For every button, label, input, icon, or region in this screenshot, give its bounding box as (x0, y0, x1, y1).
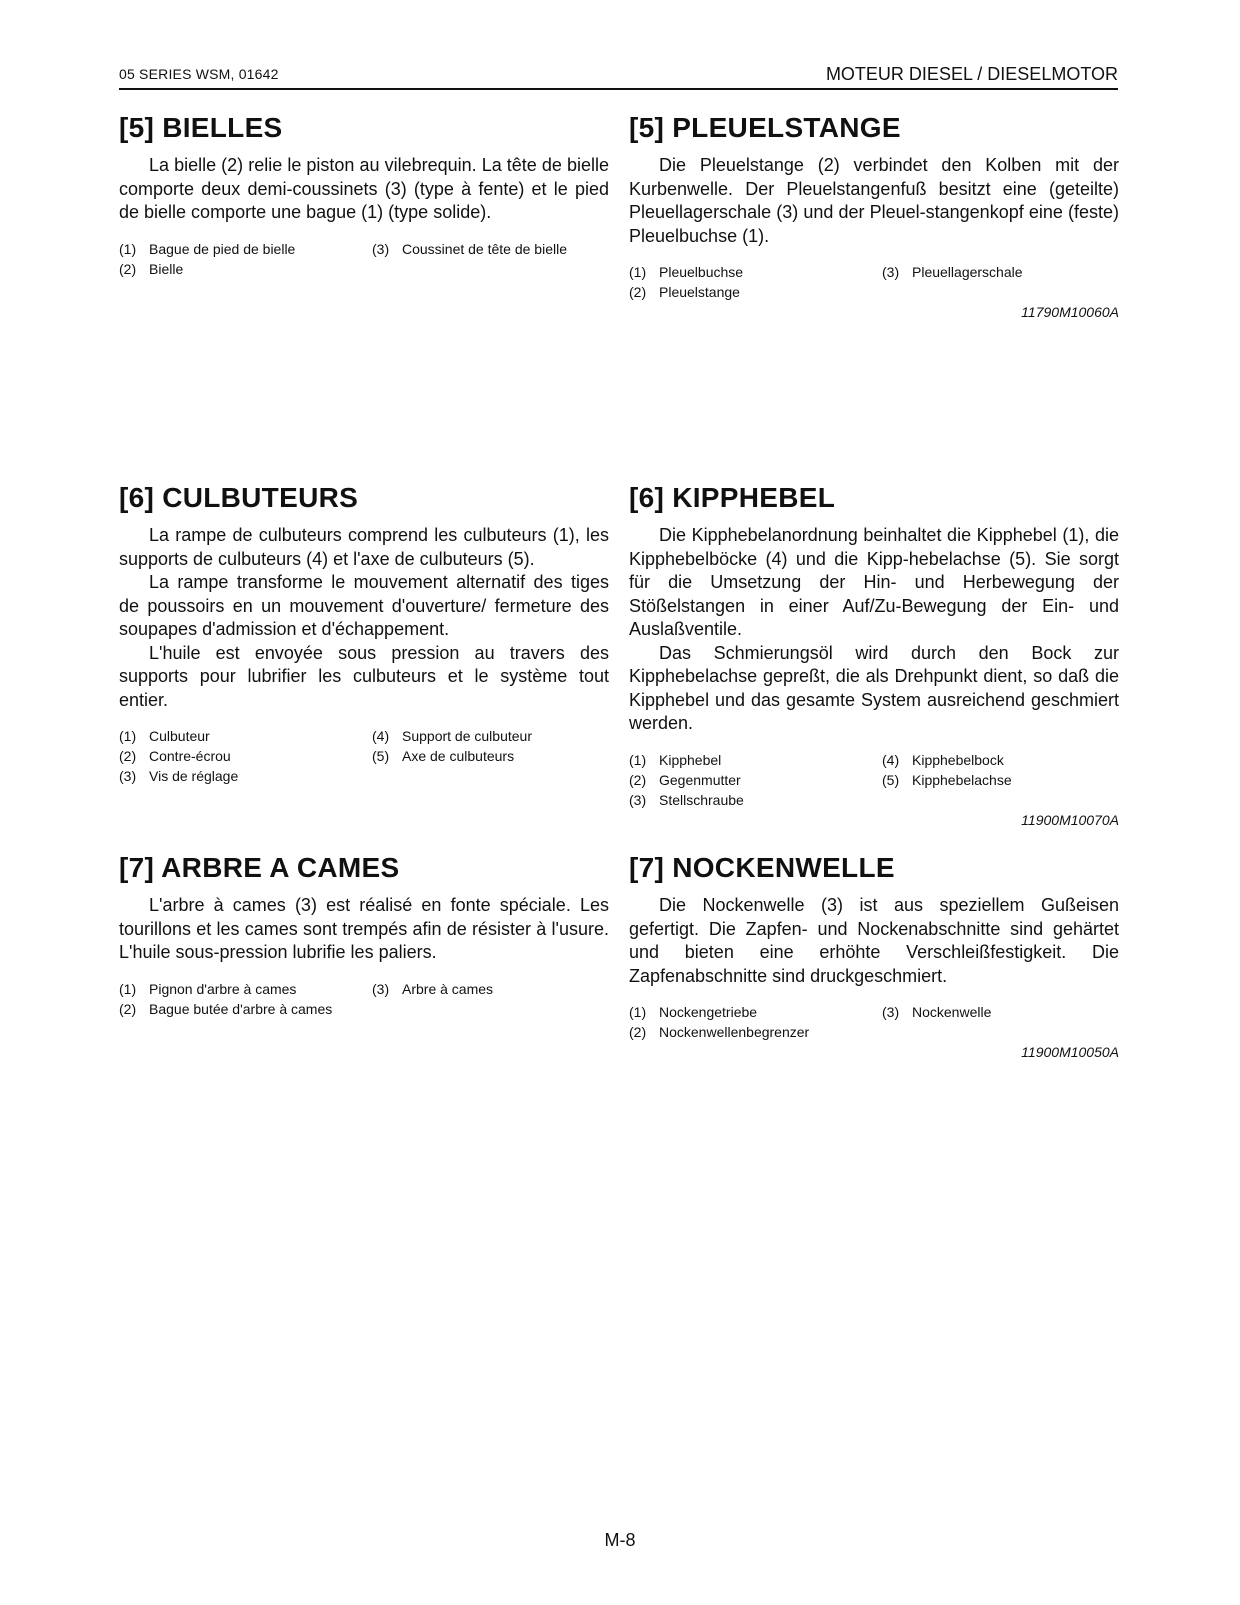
paragraph: Die Pleuelstange (2) verbindet den Kolben mit der Kurbenwelle. Der Pleuelstangenfuß besitzt eine (geteilte) Pleuellagerschale (3) und der Pleuel-stangenkopf eine (feste) Pleuelbuchse (1). (629, 155, 1119, 246)
legend-item: (1) Culbuteur (119, 728, 210, 744)
legend-item: (2) Pleuelstange (629, 284, 740, 300)
legend-item: (4) Support de culbuteur (372, 728, 532, 744)
legend-list (629, 750, 1119, 810)
legend-item: (1) Nockengetriebe (629, 1004, 758, 1020)
legend-item: (2) Nockenwellenbegrenzer (629, 1024, 810, 1040)
reference-code: 11900M10070A (1021, 811, 1119, 828)
section-title: [7] ARBRE A CAMES (119, 852, 400, 883)
section-arbre-a-cames (119, 852, 609, 1019)
legend-list (629, 262, 1119, 302)
legend-item: (4) Kipphebelbock (882, 751, 1004, 768)
section-bielles (119, 112, 609, 279)
legend-item: (3) Vis de réglage (119, 768, 239, 784)
section-pleuelstange (629, 112, 1119, 320)
paragraph: L'huile est envoyée sous pression au travers des supports pour lubrifier les culbuteurs et le système tout entier. (119, 642, 609, 710)
legend-item: (5) Kipphebelachse (882, 771, 1012, 788)
section-title: [5] PLEUELSTANGE (629, 112, 901, 143)
section-title: [7] NOCKENWELLE (629, 852, 895, 883)
legend-item: (1) Pleuelbuchse (629, 264, 744, 280)
legend-item: (3) Nockenwelle (882, 1004, 992, 1020)
section-title: [6] KIPPHEBEL (629, 482, 836, 513)
section-kipphebel (629, 482, 1119, 828)
header-divider (119, 88, 1118, 90)
legend-list (119, 726, 609, 786)
section-title: [5] BIELLES (119, 112, 283, 143)
legend-item: (3) Stellschraube (629, 791, 744, 808)
header-manual-code: 05 SERIES WSM, 01642 (119, 66, 279, 82)
legend-item: (3) Arbre à cames (372, 980, 494, 997)
paragraph: La bielle (2) relie le piston au vilebrequin. La tête de bielle comporte deux demi-coussinets (3) (type à fente) et le pied de bielle comporte une bague (1) (type solide). (119, 155, 609, 222)
legend-item: (1) Pignon d'arbre à cames (119, 980, 297, 997)
header-chapter-title: MOTEUR DIESEL / DIESELMOTOR (825, 64, 1118, 84)
section-title: [6] CULBUTEURS (119, 482, 359, 513)
legend-item: (2) Gegenmutter (629, 771, 741, 788)
page-number: M-8 (604, 1530, 636, 1550)
paragraph: Das Schmierungsöl wird durch den Bock zur Kipphebelachse gepreßt, die als Drehpunkt dient, so daß die Kipphebel und das gesamte System ausreichend geschmiert werden. (629, 642, 1119, 733)
section-culbuteurs (119, 482, 609, 786)
legend-item: (2) Bielle (119, 260, 184, 277)
paragraph: La rampe de culbuteurs comprend les culbuteurs (1), les supports de culbuteurs (4) et l'axe de culbuteurs (5). (119, 525, 609, 569)
paragraph: Die Kipphebelanordnung beinhaltet die Kipphebel (1), die Kipphebelböcke (4) und die Kipp-hebelachse (5). Sie sorgt für die Umsetzung der Hin- und Herbewegung der Stößelstangen in einer Auf/Zu-Bewegung der Ein- und Auslaßventile. (629, 525, 1119, 639)
legend-item: (1) Kipphebel (629, 751, 722, 768)
legend-list (119, 239, 609, 279)
legend-item: (5) Axe de culbuteurs (372, 748, 515, 764)
reference-code: 11900M10050A (1021, 1044, 1119, 1060)
paragraph: La rampe transforme le mouvement alternatif des tiges de poussoirs en un mouvement d'ouverture/ fermeture des soupapes d'admission et d'échappement. (119, 572, 609, 639)
paragraph: Die Nockenwelle (3) ist aus speziellem Gußeisen gefertigt. Die Zapfen- und Nockenabschnitte sind gehärtet und bieten eine erhöhte Verschleißfestigkeit. Die Zapfenabschnitte sind druckgeschmiert. (629, 895, 1119, 986)
section-nockenwelle (629, 852, 1119, 1060)
legend-item: (1) Bague de pied de bielle (119, 240, 296, 257)
legend-item: (3) Pleuellagerschale (882, 264, 1023, 280)
paragraph: L'arbre à cames (3) est réalisé en fonte spéciale. Les tourillons et les cames sont trempés afin de résister à l'usure. L'huile sous-pression lubrifie les paliers. (119, 895, 609, 962)
legend-item: (3) Coussinet de tête de bielle (372, 240, 567, 257)
legend-item: (2) Bague butée d'arbre à cames (119, 1000, 333, 1017)
legend-item: (2) Contre-écrou (119, 748, 231, 764)
legend-list (119, 979, 609, 1019)
reference-code: 11790M10060A (1021, 304, 1119, 320)
legend-list (629, 1002, 1119, 1042)
